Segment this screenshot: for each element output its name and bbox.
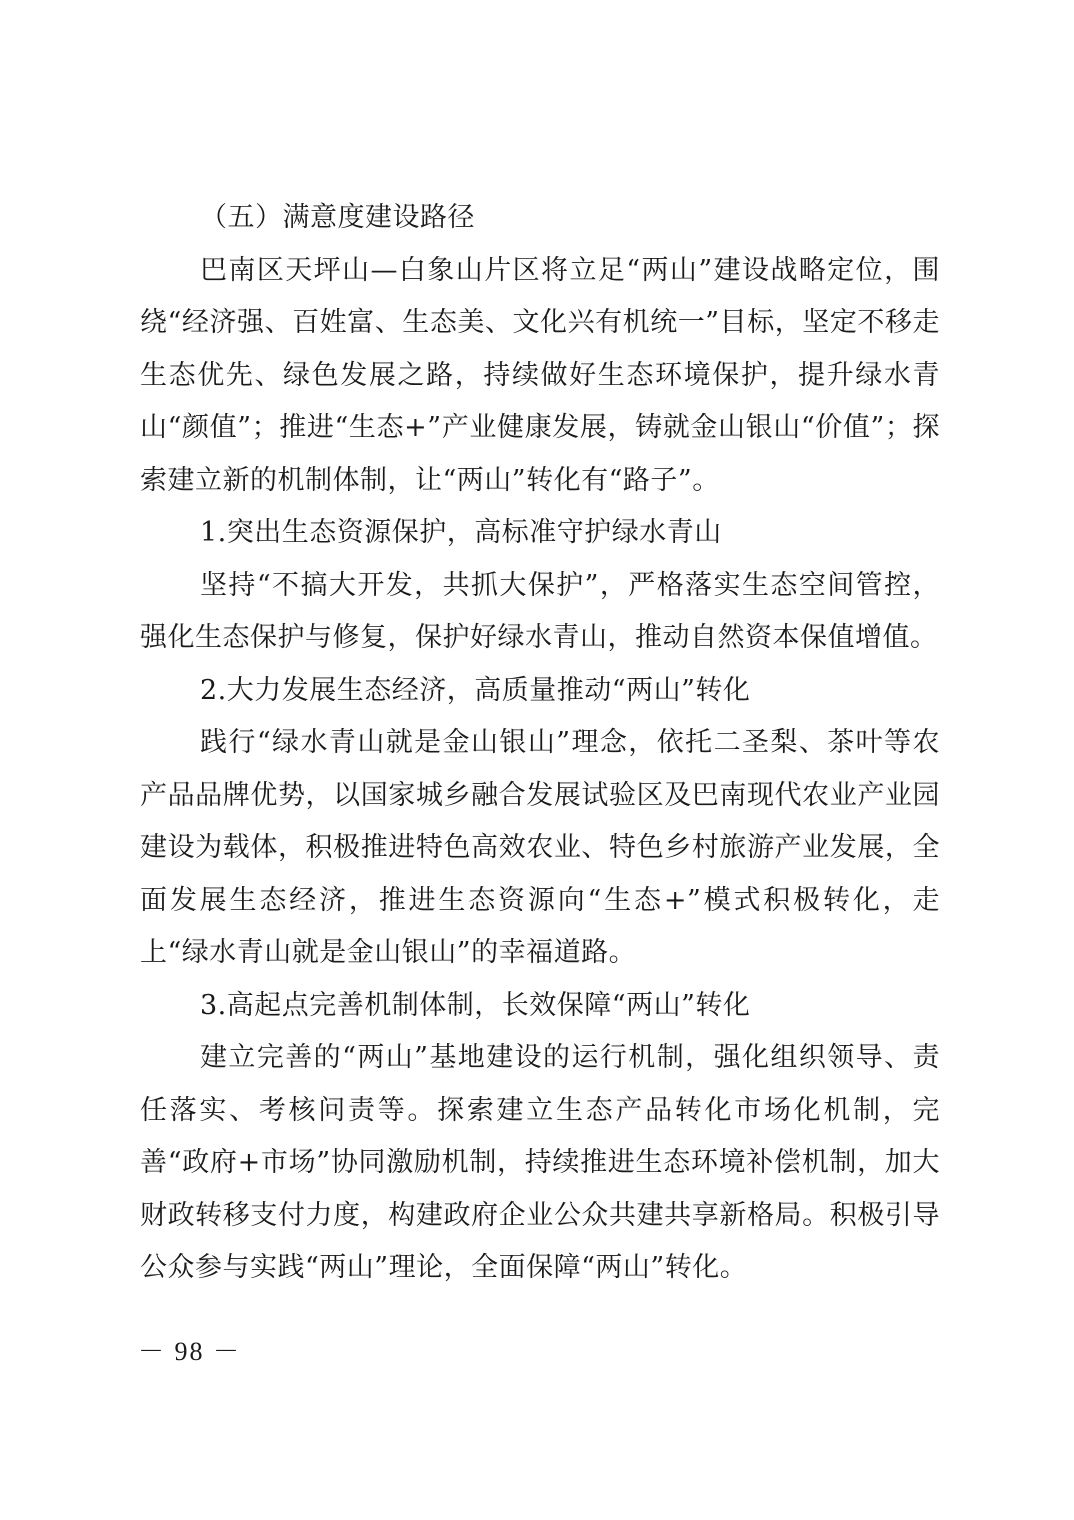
page-number: － 98 － [138, 1337, 242, 1366]
subheading-2: 2.大力发展生态经济，高质量推动“两山”转化 [200, 674, 751, 706]
section-heading-5: （五）满意度建设路径 [200, 202, 475, 233]
paragraph-2: 践行“绿水青山就是金山银山”理念，依托二圣梨、茶叶等农产品品牌优势，以国家城乡融合发展试验区及巴南现代农业产业园建设为载体，积极推进特色高效农业、特色乡村旅游产业发展，全面发展生态经济，推进生态资源向“生态+”模式积极转化，走上“绿水青山就是金山银山”的幸福道路。 [140, 727, 940, 968]
intro-paragraph: 巴南区天坪山—白象山片区将立足“两山”建设战略定位，围绕“经济强、百姓富、生态美、文化兴有机统一”目标，坚定不移走生态优先、绿色发展之路，持续做好生态环境保护，提升绿水青山“颜值”；推进“生态+”产业健康发展，铸就金山银山“价值”；探索建立新的机制体制，让“两山”转化有“路子”。 [140, 254, 940, 496]
subheading-3: 3.高起点完善机制体制，长效保障“两山”转化 [200, 989, 751, 1021]
paragraph-1: 坚持“不搞大开发，共抓大保护”，严格落实生态空间管控，强化生态保护与修复，保护好绿水青山，推动自然资本保值增值。 [140, 569, 940, 653]
subheading-1: 1.突出生态资源保护，高标准守护绿水青山 [200, 517, 722, 548]
body-content [140, 192, 940, 1295]
paragraph-3: 建立完善的“两山”基地建设的运行机制，强化组织领导、责任落实、考核问责等。探索建立生态产品转化市场化机制，完善“政府+市场”协同激励机制，持续推进生态环境补偿机制，加大财政转移支付力度，构建政府企业公众共建共享新格局。积极引导公众参与实践“两山”理论，全面保障“两山”转化。 [140, 1042, 940, 1283]
